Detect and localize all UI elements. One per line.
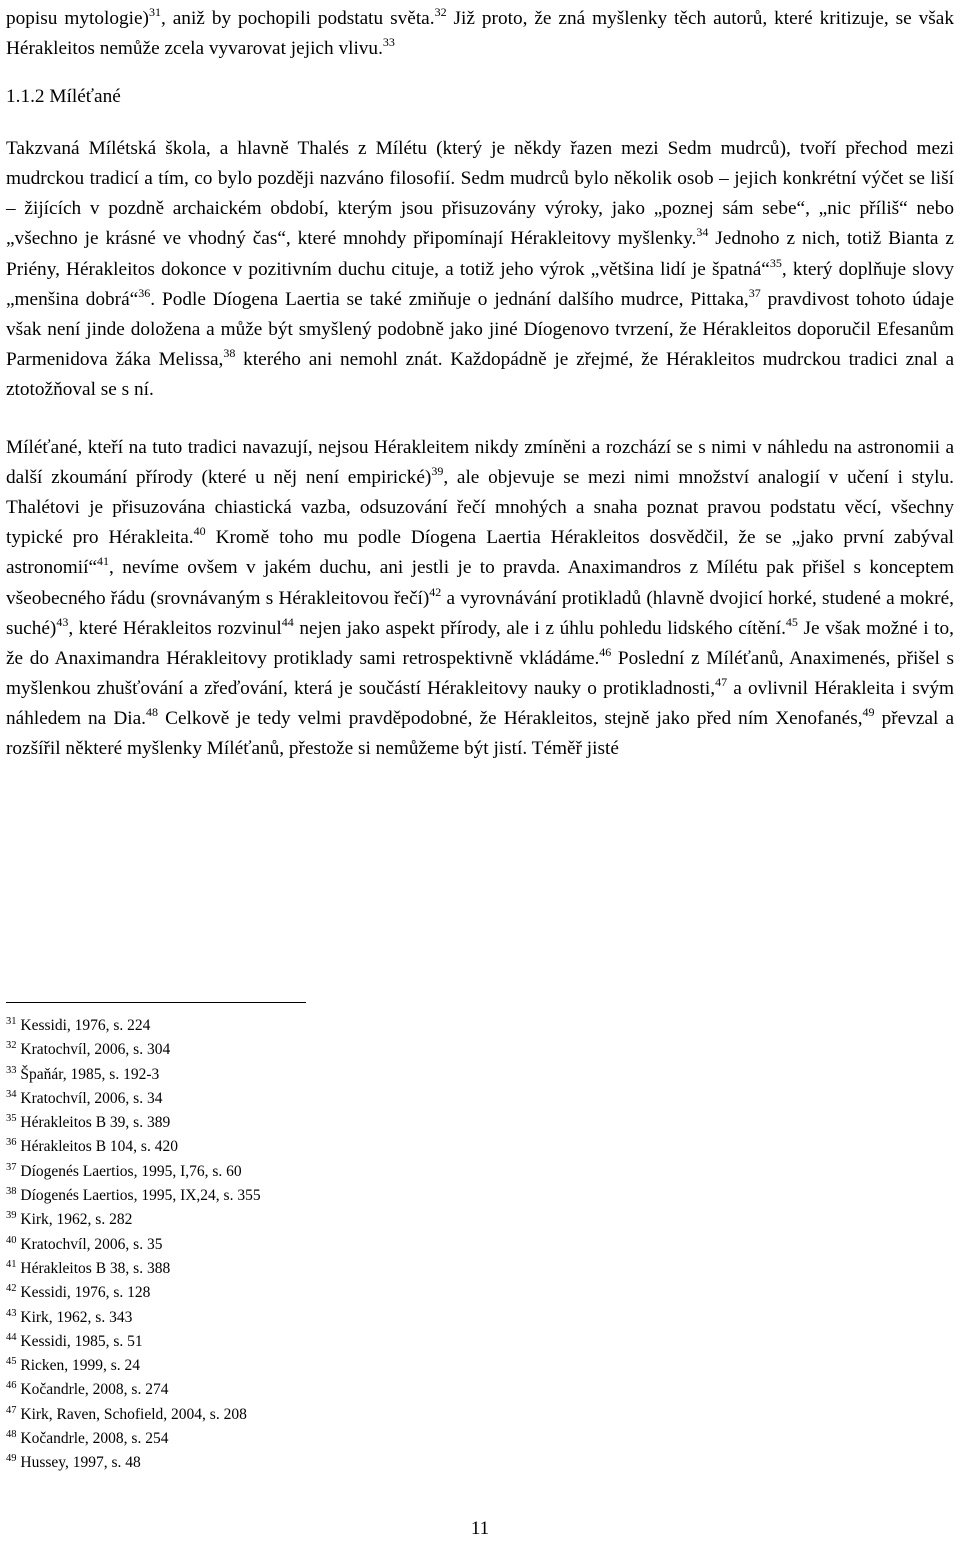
text-run: Celkově je tedy velmi pravděpodobné, že Hérakleitos, stejně jako před ním Xenofanés,	[158, 707, 863, 729]
footnote	[6, 1378, 606, 1402]
text-run: popisu mytologie)	[6, 8, 149, 29]
page-number: 11	[470, 1518, 490, 1539]
footnote-text: Ricken, 1999, s. 24	[16, 1357, 141, 1375]
footnote-number: 40	[6, 1234, 17, 1246]
footnote-ref[interactable]: 32	[434, 5, 447, 19]
footnote-text: Kratochvíl, 2006, s. 304	[16, 1041, 171, 1059]
footnote-text: Kirk, 1962, s. 282	[16, 1211, 133, 1229]
footnote-number: 37	[6, 1161, 17, 1173]
footnote-ref[interactable]: 47	[715, 674, 728, 689]
footnote-number: 42	[6, 1283, 17, 1295]
footnote	[6, 1014, 606, 1038]
footnote-number: 31	[6, 1016, 17, 1027]
footnote-text: Kirk, 1962, s. 343	[16, 1308, 133, 1326]
footnote	[6, 1427, 606, 1451]
footnote-ref[interactable]: 31	[148, 5, 161, 19]
footnote-text: Díogenés Laertios, 1995, I,76, s. 60	[16, 1162, 242, 1180]
footnote	[6, 1451, 606, 1475]
text-run: Kromě toho mu podle Díogena Laertia Hérakleitos dosvědčil, že se „jako první zabýval astronomií“	[6, 527, 955, 579]
footnote	[6, 1354, 606, 1378]
footnote-text: Kessidi, 1985, s. 51	[16, 1332, 143, 1350]
footnote-text: Hérakleitos B 38, s. 388	[16, 1259, 171, 1277]
text-run: , který doplňuje slovy „menšina dobrá“	[6, 258, 955, 310]
footnote	[6, 1330, 606, 1354]
footnote-number: 35	[6, 1113, 17, 1125]
text-run: pravdivost tohoto údaje však není jinde doložena a může být smyšlený podobně jako jiné Díogenovo tvrzení, že Hérakleitos doporučil Efesanům Parmenidova žáka Melissa,	[6, 288, 954, 370]
footnote-ref[interactable]: 33	[382, 35, 395, 50]
footnotes	[6, 1014, 606, 1476]
text-run: převzal a rozšířil některé myšlenky Míléťanů, přestože si nemůžeme být jistí. Téměř jisté	[6, 707, 954, 759]
page-body	[6, 4, 954, 764]
footnote-ref[interactable]: 48	[146, 704, 158, 719]
footnote	[6, 1281, 606, 1305]
footnote-ref[interactable]: 40	[193, 524, 206, 539]
footnote-text: Kratochvíl, 2006, s. 35	[16, 1235, 163, 1253]
footnote-text: Kočandrle, 2008, s. 274	[16, 1381, 169, 1399]
footnote-ref[interactable]: 37	[748, 285, 761, 300]
footnote-ref[interactable]: 43	[56, 614, 69, 629]
footnote-ref[interactable]: 46	[599, 644, 612, 659]
footnote-number: 49	[6, 1453, 17, 1465]
text-run: . Podle Díogena Laertia se také zmiňuje o jednání dalšího mudrce, Pittaka,	[150, 288, 749, 310]
footnote-number: 44	[6, 1331, 17, 1343]
footnote-ref[interactable]: 44	[281, 614, 294, 629]
text-run: Jednoho z nich, totiž Bianta z Priény, Hérakleitos dokonce v pozitivním duchu cituje, a totiž jeho výrok „většina lidí je špatná“	[6, 228, 954, 280]
footnote-number: 32	[6, 1040, 17, 1052]
footnote	[6, 1087, 606, 1111]
footnote	[6, 1184, 606, 1208]
text-run: Je však možné i to, že do Anaximandra Hérakleitovy protiklady sami retrospektivně vkládáme.	[6, 617, 954, 669]
footnote-ref[interactable]: 45	[785, 614, 798, 629]
section-heading: 1.1.2 Míléťané	[6, 86, 121, 108]
footnote	[6, 1233, 606, 1257]
text-run: a vyrovnávání protikladů (hlavně dvojicí horké, studené a mokré, suché)	[6, 587, 954, 639]
footnote-text: Kočandrle, 2008, s. 254	[16, 1430, 169, 1448]
footnote-text: Hérakleitos B 104, s. 420	[16, 1138, 178, 1156]
footnote-text: Kirk, Raven, Schofield, 2004, s. 208	[16, 1405, 247, 1423]
footnote-text: Špaňár, 1985, s. 192-3	[16, 1065, 160, 1083]
footnote	[6, 1135, 606, 1159]
footnote	[6, 1306, 606, 1330]
text-run: Již proto, že zná myšlenky těch autorů, které kritizuje, se však Hérakleitos nemůže zcela vyvarovat jejich vlivu.	[6, 8, 954, 60]
text-run: , nevíme ovšem v jakém duchu, ani jestli je to pravda. Anaximandros z Mílétu pak přišel s konceptem všeobecného řádu (srovnávaným s Hérakleitovou řečí)	[6, 557, 954, 609]
footnote-ref[interactable]: 49	[862, 704, 875, 719]
footnote-text: Kratochvíl, 2006, s. 34	[16, 1089, 163, 1107]
paragraph-milesian-school	[6, 134, 954, 405]
footnote-number: 45	[6, 1356, 17, 1368]
footnote-text: Díogenés Laertios, 1995, IX,24, s. 355	[16, 1187, 261, 1205]
text-run: , ale objevuje se mezi nimi množství analogií v učení i stylu. Thalétovi je přisuzována chiastická vazba, odsuzování řečí mnohých a snaha poznat pravou podstatu věcí, všechny typické pro Hérakleita.	[6, 467, 954, 549]
footnote-text: Hérakleitos B 39, s. 389	[16, 1114, 171, 1132]
footnote-text: Kessidi, 1976, s. 128	[16, 1284, 151, 1302]
footnote	[6, 1257, 606, 1281]
footnote-number: 43	[6, 1307, 17, 1319]
intro-paragraph	[6, 4, 954, 64]
text-run: nejen jako aspekt přírody, ale i z úhlu pohledu lidského cítění.	[293, 617, 786, 639]
footnote-number: 41	[6, 1258, 17, 1270]
text-run: Takzvaná Mílétská škola, a hlavně Thalés z Mílétu (který je někdy řazen mezi Sedm mudrců), tvoří přechod mezi mudrckou tradicí a tím, co bylo později nazváno filosofií. Sedm mudrců bylo několik osob – jejich konkrétní výčet se liší – žijících v pozdně archaickém období, kterým jsou přisuzovány výroky, jako „poznej sám sebe“, „nic příliš“ nebo „všechno je krásné ve vhodný čas“, které mnohdy připomínají Hérakleitovy myšlenky.	[6, 138, 954, 250]
footnote-ref[interactable]: 34	[696, 225, 709, 240]
footnote-ref[interactable]: 36	[138, 285, 151, 300]
footnote-number: 46	[6, 1380, 17, 1392]
footnote-ref[interactable]: 38	[223, 345, 236, 360]
footnote-ref[interactable]: 35	[769, 255, 782, 270]
footnote-number: 39	[6, 1210, 17, 1222]
text-run: Míléťané, kteří na tuto tradici navazují, nejsou Hérakleitem nikdy zmíněni a rozchází se s nimi v náhledu na astronomii a další zkoumání přírody (které u něj není empirické)	[6, 437, 954, 489]
text-run: Poslední z Míléťanů, Anaximenés, přišel s myšlenkou zhušťování a zřeďování, která je součástí Hérakleitovy nauky o protikladnosti,	[6, 647, 954, 699]
text-run: kterého ani nemohl znát. Každopádně je zřejmé, že Hérakleitos mudrckou tradici znal a ztotožňoval se s ní.	[6, 348, 954, 400]
footnote	[6, 1208, 606, 1232]
footnote-separator	[6, 1002, 306, 1003]
footnote-number: 34	[6, 1088, 17, 1100]
footnote-ref[interactable]: 41	[97, 554, 110, 569]
footnote-text: Kessidi, 1976, s. 224	[16, 1017, 151, 1034]
footnote-ref[interactable]: 42	[429, 584, 442, 599]
text-run: a ovlivnil Hérakleita i svým náhledem na Dia.	[6, 677, 955, 729]
footnote	[6, 1063, 606, 1087]
footnote	[6, 1038, 606, 1062]
footnote	[6, 1111, 606, 1135]
footnote-number: 36	[6, 1137, 17, 1149]
footnote-number: 33	[6, 1064, 17, 1076]
footnote-ref[interactable]: 39	[431, 464, 444, 479]
footnote-text: Hussey, 1997, s. 48	[16, 1454, 141, 1472]
text-run: , aniž by pochopili podstatu světa.	[160, 8, 435, 29]
paragraph-milesians	[6, 433, 954, 764]
footnote-number: 48	[6, 1429, 17, 1441]
footnote-number: 47	[6, 1404, 17, 1416]
footnote-number: 38	[6, 1186, 17, 1198]
text-run: , které Hérakleitos rozvinul	[68, 617, 282, 639]
footnote	[6, 1160, 606, 1184]
footnote	[6, 1403, 606, 1427]
